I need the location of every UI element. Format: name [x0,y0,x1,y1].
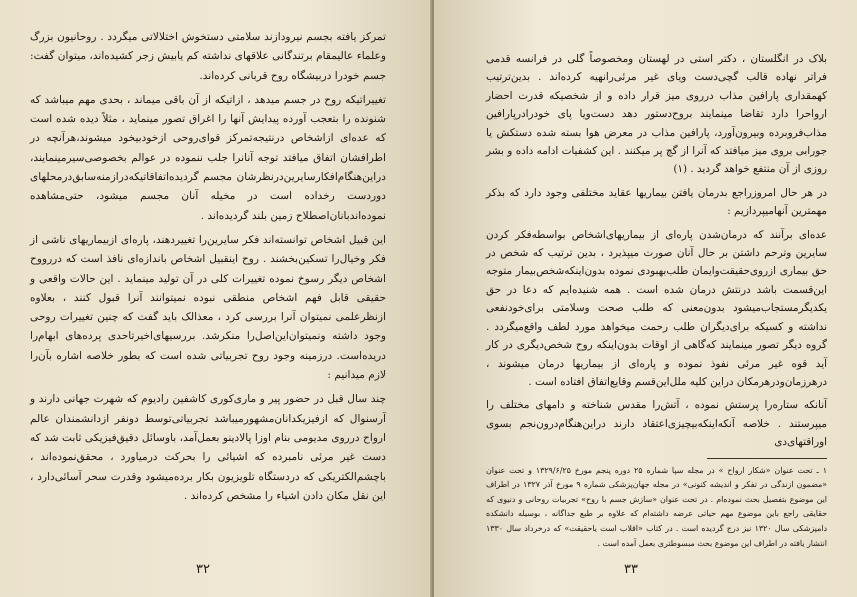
right-paragraph-3: عده‌ای برآنند که درمان‌شدن پاره‌ای از بیماریهای‌اشخاص بواسطه‌فکر کردن سایرین وترحم داشتن بر حال آنان صورت میپذیرد ، بدین ترتیب که شخص در حق بیماری ازروی‌حقیقت‌وایمان طلب‌بهبودی نموده بدون‌اینکه‌شخص‌بیمار متوجه این‌قسمت باشد درنتش درمان شده است . همه شنیده‌ایم که دعا در حق یکدیگرمستجاب‌میشود بدون‌معنی که طلب صحت وسلامتی برای‌خودنفعی نداشته و کسیکه برای‌دیگران طلب رحمت میخواهد مورد لطف واقع‌میگردد . گروه دیگر تصور مینمایند که‌گاهی از اوقات بدون‌اینکه روح شخص‌دیگری در کار آید قوه غیر مرئی نفوذ نموده و پاره‌ای از بیماریها درمان میشوند ، درهرزمان‌ودرهرمکان دراین کلیه ملل‌این‌قسم وقایع‌اتفاق افتاده است . [486,228,827,388]
left-paragraph-4: چند سال قبل در حضور پیر و ماری‌کوری کاشفین رادیوم که شهرت جهانی دارند و آرسنوال که ازفیزیکدانان‌مشهورمیباشد تجربیاتی‌توسط دونفر ازدانشمندان عالم ارواح درروی مدیومی بنام اوزا پالادینو بعمل‌آمد، باوسائل دقیق‌فیزیکی ثابت شد که دست غیر مرئی نامبرده که اشیائی را بحرکت درمیاورد ، محقق‌نموده‌اند ، باچشم‌الکتریکی که دردستگاه تلویزیون بکار برده‌میشود وقدرت سحر آسائی‌دارد ، این نقل مکان دادن اشیاء را مشخص کرده‌اند . [30,393,386,502]
left-paragraph-3: این قبیل اشخاص توانسته‌اند فکر سایرین‌را تغییردهند، پاره‌ای ازبیماریهای ناشی از فکر وخیال‌را تسکین‌بخشند . روح اینقبیل اشخاص باندازه‌ای نافذ است که دررووح اشخاص دیگر رسوخ نموده تغییرات کلی در آن تولید مینماید . این حالات واقعی و حقیقی قابل فهم اشخاص منطقی نبوده نمیتوانند آنرا قبول کنند ، بعلاوه ازنظرعلمی نمیتوان آنرا بررسی کرد ، معذالک باید گفت که چنین تغییرات روحی وجود داشته ونمیتوان‌این‌اصل‌را منکرشد. بررسیهای‌اخیر‌تاحدی پرده‌های ابهام‌را دریده‌است. درزمینه وجود روح تجربیاتی شده است که بطور خلاصه اشاره بآن‌را لازم میدانیم : [30,233,386,382]
left-paragraph-2: تغییراتیکه روح در جسم میدهد ، ازاتیکه از آن باقی میماند ، بحدی مهم میباشد که شنونده را بتعجب آورده پیدایش آنها را اغراق تصور مینماید ، مثلاً دیده شده است که عده‌ای ازاشخاص درنتیجه‌تمرکز قوای‌روحی ازخودبیخود میشوند،هرآنچه در اطرافشان اتفاق میافتد توجه آنانرا جلب ننموده در عوالم بخصوصی‌سیرمینمایند، دراین‌هنگام‌افکارسایرین‌درنظرشان مجسم گردیده‌اتفاقاتیکه‌درازمنه‌سابق‌درمحلهای دوردست رخداده است در مخیله آنان مجسم میشود، حتی‌مشاهده نموده‌اندبانان‌اصطلاح زمین بلند گردیده‌اند . [30,93,386,222]
right-page [434,0,857,597]
right-paragraph-1: بلاک در انگلستان ، دکتر استی در لهستان ومخصوصاً گلی در فرانسه قدمی فراتر نهاده قالب گچی‌دست ویای غیر مرئی‌رانهیه کرده‌اند . بدین‌ترتیب کهمقداری پارافین مذاب درروی میز قرار داده و از شخصیکه قدرت احضار ارواحرا دارد تقاضا مینمایند بروح‌دستور دهد دست‌ویا پای خودرادرپارافین مذاب‌فروبرده وبیرون‌آورد، پارافین مذاب در معرض هوا بسته شده دستکش یا جورابی بروی میز میافتد که آنرا از گچ پر میکنند . این کشفیات ادامه داده و بشر روزی از آن منتفع خواهد گردید . (۱) [486,53,827,176]
right-paragraph-4: آنانکه ستاره‌را پرستش نموده ، آتش‌را مقدس شناخته و دامهای مختلف را میپرستند . خلاصه آنکه‌اینکه‌بیچیزی‌اعتقاد دارند دراین‌هنگام‌درون‌نجم بسوی اوراقتهای‌دی [486,399,827,449]
footnote: ۱ ـ تحت عنوان «شکار ارواح » در مجله سپا شماره ۲۵ دوره پنجم مورخ ۱۳۲۹/۶/۲۵ و تحت عنوان «مضمون ازندگی در تفکر و اندیشه کنونی» در مجله جهان‌پزشکی شماره ۹ مورخ آذر ۱۳۲۷ در اطراف این موضوع بتفصیل بحث نموده‌ام . در تحت عنوان «سازش جسم با روح» تجربیات روحانی و دنیوی که حقایقی راجع باین موضوع مهم حیاتی عرضه داشته‌ام که علاوه بر طبع جداگانه ، بوسیله دانشکده دامپزشکی سال ۱۳۲۰ نیز درج گردیده است . در کتاب «اقلاب است یاحقیقت» که درخرداد سال ۱۳۳۰ انتشار یافته در اطراف این موضوع بحث مبسوطتری بعمل آمده است . [486,465,827,548]
right-page-number: ۳۳ [624,562,638,577]
left-page-number: ۳۲ [196,562,210,577]
left-paragraph-1: تمرکز یافته بجسم نیرودازند سلامتی دستخوش اختلالاتی میگردد . روحانیون بزرگ وعلماء عالیمقام برتندگانی علاقهای نداشته کم یابیش زجر کشیده‌اند، میتوان گفت: جسم خودرا دربیشگاه روح قربانی کرده‌اند. [30,31,386,82]
footnote-rule [707,458,827,459]
right-paragraph-2: در هر حال امروزراجع بدرمان یافتن بیماریها عقاید مختلفی وجود دارد که بذکر مهمترین آنهامیپردازیم : [486,186,827,218]
